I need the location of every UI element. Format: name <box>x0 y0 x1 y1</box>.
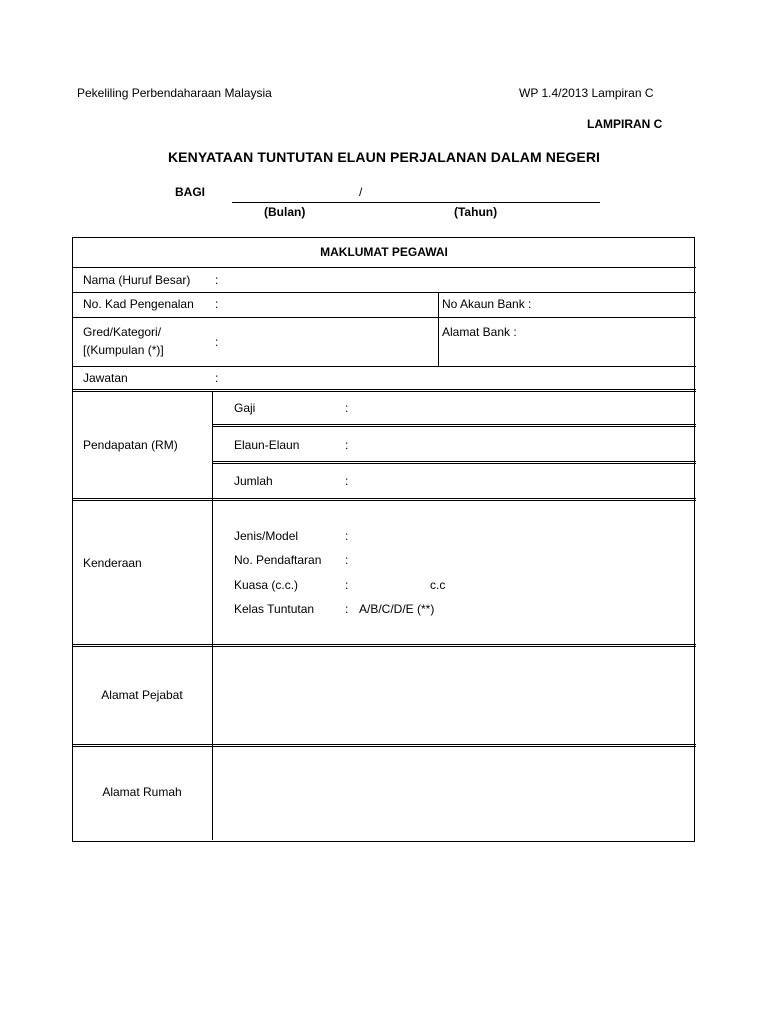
appendix-label: LAMPIRAN C <box>587 117 663 131</box>
ic-field[interactable] <box>224 294 436 316</box>
bagi-label: BAGI <box>175 185 205 199</box>
elaun-colon: : <box>345 438 349 452</box>
officer-info-form <box>72 237 696 843</box>
divider <box>72 292 696 293</box>
divider-double <box>212 461 696 464</box>
ic-label: No. Kad Pengenalan <box>83 297 194 311</box>
jawatan-label: Jawatan <box>83 371 128 385</box>
jawatan-colon: : <box>215 371 219 385</box>
nama-label: Nama (Huruf Besar) <box>83 273 191 287</box>
kenderaan-label: Kenderaan <box>83 556 142 570</box>
divider <box>72 267 696 268</box>
akaun-label: No Akaun Bank : <box>442 297 532 311</box>
divider <box>72 366 696 367</box>
divider-double <box>72 389 696 392</box>
jumlah-colon: : <box>345 474 349 488</box>
gred-field[interactable] <box>224 320 436 364</box>
alamat-rumah-field[interactable] <box>218 751 688 835</box>
gred-colon: : <box>215 335 219 349</box>
divider-double <box>212 424 696 427</box>
ic-colon: : <box>215 297 219 311</box>
divider-double <box>72 744 696 747</box>
kelas-options[interactable]: A/B/C/D/E (**) <box>359 602 435 616</box>
alamat-bank-label: Alamat Bank : <box>442 325 517 339</box>
pendaftaran-colon: : <box>345 553 349 567</box>
gaji-label: Gaji <box>234 401 256 415</box>
pendapatan-label: Pendapatan (RM) <box>83 438 178 452</box>
gaji-colon: : <box>345 401 349 415</box>
divider-vertical <box>212 392 213 840</box>
kuasa-colon: : <box>345 578 349 592</box>
nama-field[interactable] <box>224 269 684 291</box>
pendaftaran-label: No. Pendaftaran <box>234 553 322 567</box>
alamat-pejabat-field[interactable] <box>218 651 688 741</box>
gaji-field[interactable] <box>355 395 685 423</box>
pendaftaran-field[interactable] <box>355 549 685 569</box>
alamat-pejabat-label: Alamat Pejabat <box>101 688 183 702</box>
bulan-label: (Bulan) <box>264 205 306 219</box>
jumlah-field[interactable] <box>355 468 685 496</box>
nama-colon: : <box>215 273 219 287</box>
jenis-label: Jenis/Model <box>234 529 299 543</box>
elaun-label: Elaun-Elaun <box>234 438 300 452</box>
jenis-colon: : <box>345 529 349 543</box>
divider-vertical <box>438 292 439 366</box>
kumpulan-label: [(Kumpulan (*)] <box>83 343 164 357</box>
bagi-separator: / <box>359 185 363 199</box>
divider-double <box>72 644 696 647</box>
alamat-bank-field[interactable] <box>442 341 690 363</box>
kuasa-unit: c.c <box>430 578 446 592</box>
bagi-input-line[interactable] <box>232 202 600 203</box>
jenis-field[interactable] <box>355 525 685 545</box>
alamat-rumah-label: Alamat Rumah <box>102 785 182 799</box>
akaun-field[interactable] <box>540 294 690 316</box>
kelas-colon: : <box>345 602 349 616</box>
divider-double <box>72 498 696 501</box>
circular-reference: Pekeliling Perbendaharaan Malaysia <box>77 86 272 100</box>
kuasa-label: Kuasa (c.c.) <box>234 578 299 592</box>
jumlah-label: Jumlah <box>234 474 273 488</box>
form-title: KENYATAAN TUNTUTAN ELAUN PERJALANAN DALAM NEGERI <box>167 149 601 165</box>
tahun-label: (Tahun) <box>454 205 498 219</box>
kelas-label: Kelas Tuntutan <box>234 602 315 616</box>
jawatan-field[interactable] <box>224 368 684 390</box>
kuasa-field[interactable] <box>355 574 425 594</box>
section-title: MAKLUMAT PEGAWAI <box>320 245 448 259</box>
divider <box>72 317 696 318</box>
gred-label: Gred/Kategori/ <box>83 325 162 339</box>
document-code: WP 1.4/2013 Lampiran C <box>519 86 654 100</box>
elaun-field[interactable] <box>355 431 685 459</box>
